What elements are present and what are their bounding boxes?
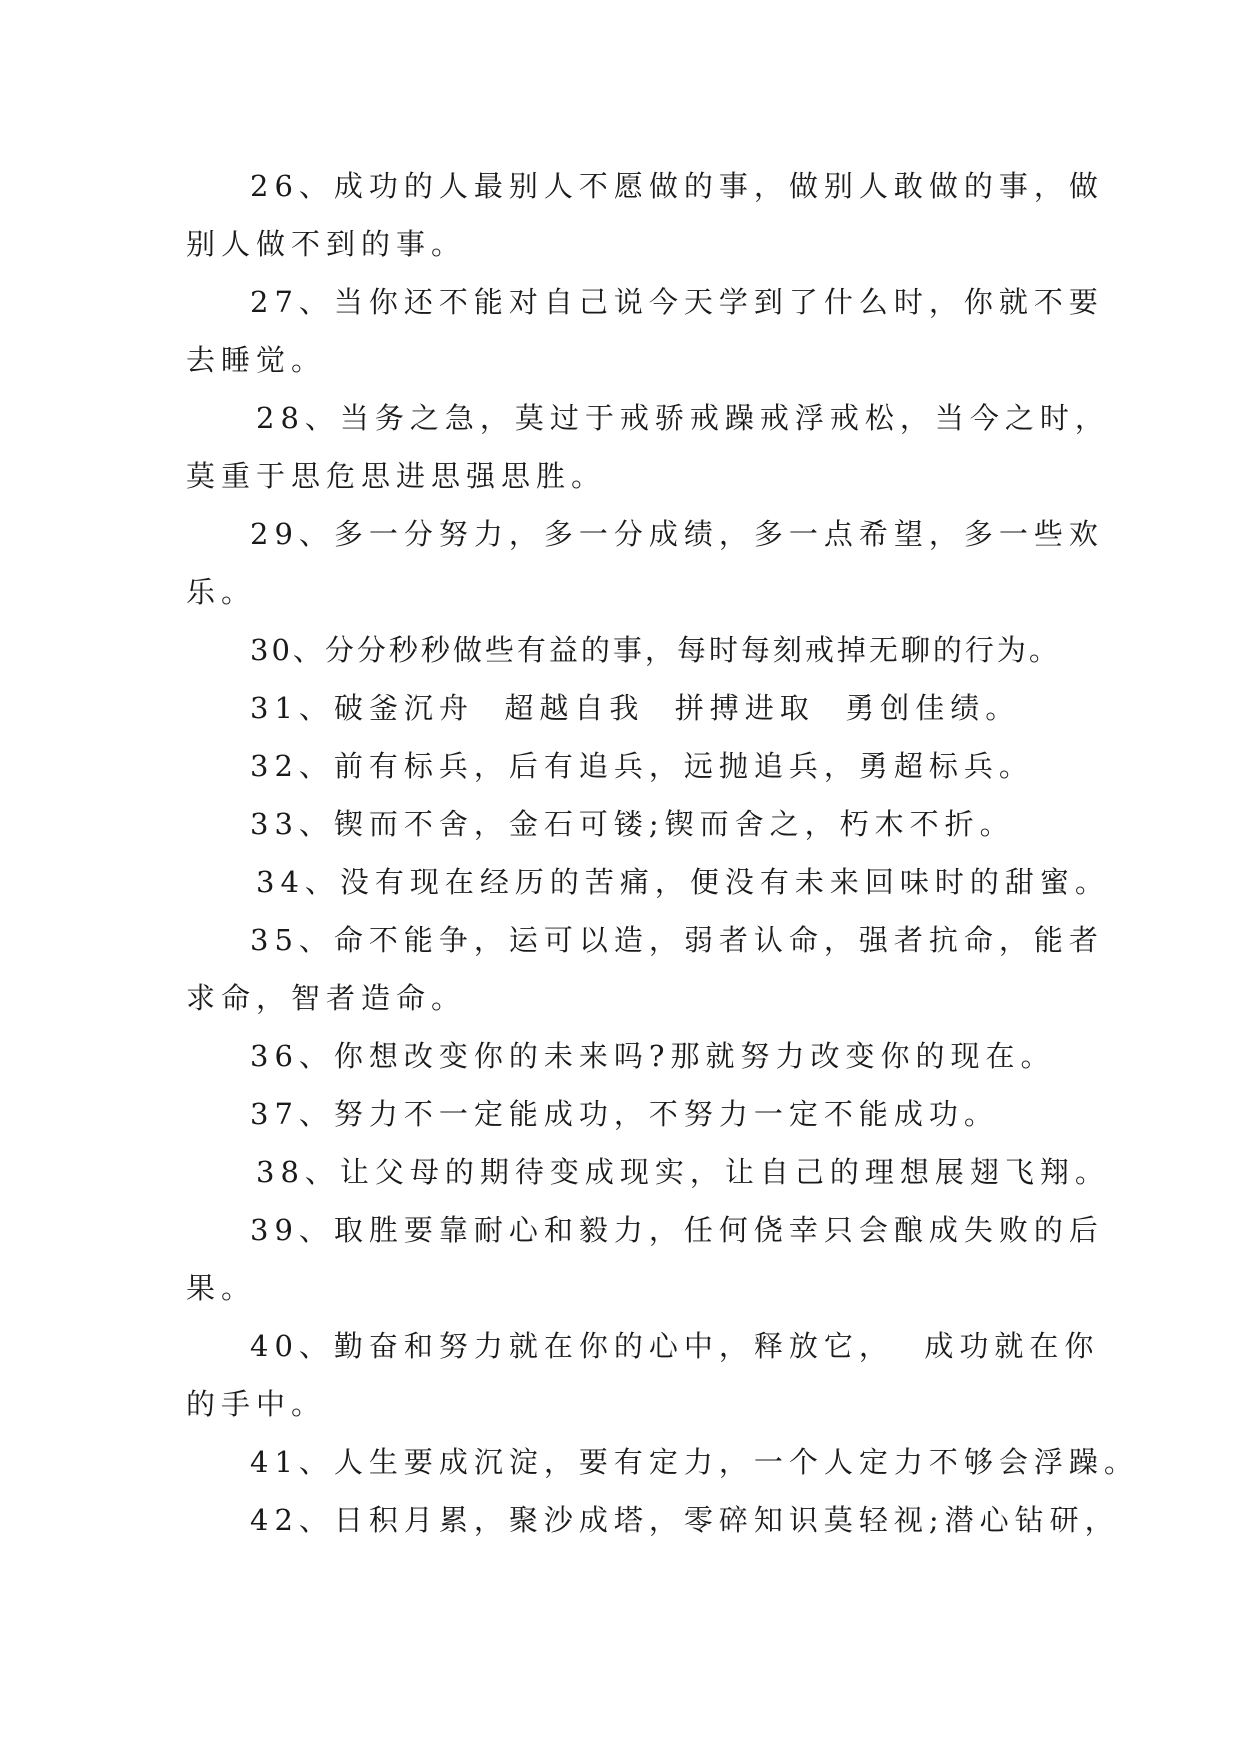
quote-39-line-2: 果。 [186,1271,257,1305]
quote-39-line-1: 39、取胜要靠耐心和毅力，任何侥幸只会酿成失败的后 [250,1213,1104,1247]
quote-26-line-2: 别人做不到的事。 [186,227,467,261]
quote-27-line-1: 27、当你还不能对自己说今天学到了什么时，你就不要 [250,285,1104,319]
quote-28-line-2: 莫重于思危思进思强思胜。 [186,459,607,493]
quote-41: 41、人生要成沉淀，要有定力，一个人定力不够会浮躁。 [250,1445,1139,1479]
quote-27-line-2: 去睡觉。 [186,343,327,377]
quote-40-line-1: 40、勤奋和努力就在你的心中，释放它， 成功就在你 [250,1329,1100,1363]
quote-30: 30、分分秒秒做些有益的事，每时每刻戒掉无聊的行为。 [250,633,1061,667]
quote-35-line-2: 求命，智者造命。 [186,981,467,1015]
quote-28-line-1: 28、当务之急，莫过于戒骄戒躁戒浮戒松，当今之时， [256,401,1110,435]
quote-42-line-1: 42、日积月累，聚沙成塔，零碎知识莫轻视;潜心钻研， [250,1503,1120,1537]
quote-38: 38、让父母的期待变成现实，让自己的理想展翅飞翔。 [256,1155,1110,1189]
quote-40-line-2: 的手中。 [186,1387,327,1421]
quote-34: 34、没有现在经历的苦痛，便没有未来回味时的甜蜜。 [256,865,1110,899]
quote-31: 31、破釜沉舟 超越自我 拼搏进取 勇创佳绩。 [250,691,1021,725]
quote-29-line-1: 29、多一分努力，多一分成绩，多一点希望，多一些欢 [250,517,1104,551]
quote-35-line-1: 35、命不能争，运可以造，弱者认命，强者抗命，能者 [250,923,1104,957]
quote-33: 33、锲而不舍，金石可镂;锲而舍之，朽木不折。 [250,807,1015,841]
quote-37: 37、努力不一定能成功，不努力一定不能成功。 [250,1097,999,1131]
quote-29-line-2: 乐。 [186,575,257,609]
quote-26-line-1: 26、成功的人最别人不愿做的事，做别人敢做的事，做 [250,169,1104,203]
quote-36: 36、你想改变你的未来吗?那就努力改变你的现在。 [250,1039,1056,1073]
quote-32: 32、前有标兵，后有追兵，远抛追兵，勇超标兵。 [250,749,1034,783]
